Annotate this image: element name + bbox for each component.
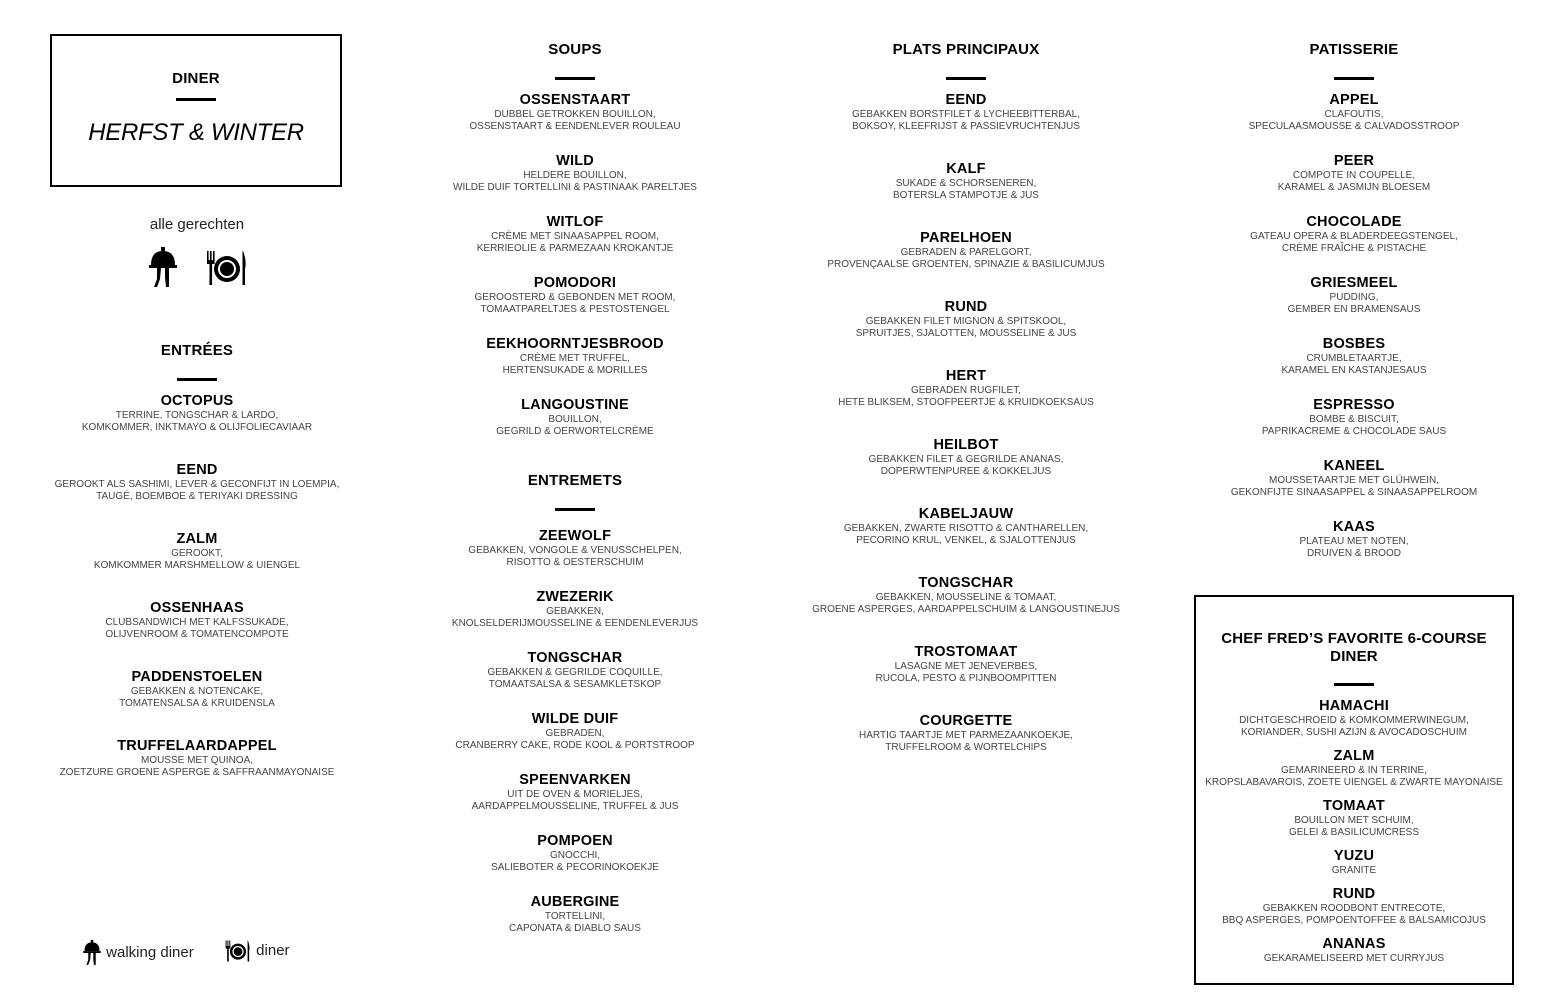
dish-item <box>1196 748 1512 789</box>
dish-description-line: TERRINE, TONGSCHAR & LARDO, <box>115 410 279 421</box>
dish-item <box>430 528 720 569</box>
dish-description-line: KROPSLABAVAROIS, ZOETE UIENGEL & ZWARTE MAYONAISE <box>1205 777 1503 788</box>
plats-column <box>810 0 1122 754</box>
dish-description-line: CRUMBLETAARTJE, <box>1306 353 1402 364</box>
dish-name: YUZU <box>1333 848 1375 864</box>
legend-walking-diner <box>82 938 194 968</box>
dish-description-line: SPRUITJES, SJALOTTEN, MOUSSELINE & JUS <box>855 328 1077 339</box>
dish-item <box>1204 153 1504 194</box>
dish-description-line: COMPOTE IN COUPELLE, <box>1292 170 1416 181</box>
dish-description-line: GATEAU OPERA & BLADERDEEGSTENGEL, <box>1250 231 1458 242</box>
dish-description-line: CRÈME MET TRUFFEL, <box>519 353 631 364</box>
dish-description-line: TRUFFELROOM & WORTELCHIPS <box>885 742 1047 753</box>
dish-description-line: GEROOKT, <box>171 548 223 559</box>
dish-description-line: GEBAKKEN ROODBONT ENTRECOTE, <box>1262 903 1446 914</box>
dish-description-line: GRANITE <box>1331 865 1377 876</box>
dish-description <box>1204 353 1504 377</box>
dish-description <box>810 178 1122 202</box>
dish-description-line: SUKADE & SCHORSENEREN, <box>895 178 1037 189</box>
dish-description-line: PUDDING, <box>1329 292 1379 303</box>
dish-item <box>1196 798 1512 839</box>
menu-title: DINER <box>172 70 220 87</box>
dish-item <box>1204 214 1504 255</box>
dish-description-line: TOMAATSALSA & SESAMKLETSKOP <box>488 679 662 690</box>
dish-name: GRIESMEEL <box>1310 275 1398 291</box>
dish-name: ZWEZERIK <box>536 589 614 605</box>
dish-description-line: KARAMEL EN KASTANJESAUS <box>1281 365 1427 376</box>
dish-description <box>1204 414 1504 438</box>
dish-item <box>52 462 342 503</box>
dish-item <box>1196 886 1512 927</box>
dish-description-line: GROENE ASPERGES, AARDAPPELSCHUIM & LANGOUSTINEJUS <box>812 604 1120 615</box>
dish-description-line: BOKSOY, KLEEFRIJST & PASSIEVRUCHTENJUS <box>852 121 1080 132</box>
dish-item <box>430 275 720 316</box>
dish-description <box>52 617 342 641</box>
dish-description <box>1196 715 1512 739</box>
dish-item <box>52 600 342 641</box>
dish-description-line: BOUILLON MET SCHUIM, <box>1294 815 1414 826</box>
dish-description-line: KOMKOMMER, INKTMAYO & OLIJFOLIECAVIAAR <box>81 422 313 433</box>
dish-description-line: PROVENÇAALSE GROENTEN, SPINAZIE & BASILICUMJUS <box>827 259 1105 270</box>
dish-item <box>430 650 720 691</box>
dish-description-line: CRANBERRY CAKE, RODE KOOL & PORTSTROOP <box>455 740 695 751</box>
dish-description <box>1196 953 1512 965</box>
dish-description-line: OSSENSTAART & EENDENLEVER ROULEAU <box>469 121 681 132</box>
dish-name: TRUFFELAARDAPPEL <box>117 738 277 754</box>
dish-description-line: GEBRADEN, <box>545 728 605 739</box>
plate-cutlery-icon <box>224 938 252 964</box>
dish-description-line: GEBAKKEN FILET & GEGRILDE ANANAS, <box>868 454 1064 465</box>
dish-description-line: ZOETZURE GROENE ASPERGE & SAFFRAANMAYONAISE <box>59 767 335 778</box>
dish-description <box>810 454 1122 478</box>
patisserie-list <box>1204 92 1504 560</box>
dish-name: OCTOPUS <box>160 393 234 409</box>
dish-name: EEND <box>176 462 218 478</box>
dish-name: PADDENSTOELEN <box>131 669 263 685</box>
dish-item <box>1204 458 1504 499</box>
legend-walking-label: walking diner <box>106 943 194 961</box>
dish-item <box>1196 848 1512 877</box>
dish-name: RUND <box>944 299 988 315</box>
dish-description-line: SALIEBOTER & PECORINOKOEKJE <box>491 862 659 873</box>
dish-description <box>430 667 720 691</box>
dish-description <box>52 755 342 779</box>
dish-name: KALF <box>946 161 986 177</box>
dish-item <box>430 92 720 133</box>
dish-description-line: GEBAKKEN, <box>546 606 604 617</box>
dish-name: OSSENSTAART <box>519 92 631 108</box>
dish-description-line: HELDERE BOUILLON, <box>523 170 627 181</box>
dish-description-line: HERTENSUKADE & MORILLES <box>502 365 648 376</box>
legend-diner-label: diner <box>256 941 290 959</box>
dish-description-line: CAPONATA & DIABLO SAUS <box>509 923 641 934</box>
dish-item <box>810 575 1122 616</box>
dish-item <box>810 230 1122 271</box>
dish-description <box>52 548 342 572</box>
dish-description-line: GEMARINEERD & IN TERRINE, <box>1281 765 1427 776</box>
dish-name: ZEEWOLF <box>538 528 612 544</box>
dish-item <box>430 153 720 194</box>
all-dishes-label: alle gerechten <box>149 216 245 233</box>
soups-column <box>430 0 720 935</box>
dish-name: HAMACHI <box>1319 698 1389 714</box>
dish-description-line: BOTERSLA STAMPOTJE & JUS <box>893 190 1039 201</box>
dish-name: KAAS <box>1333 519 1375 535</box>
dish-description <box>1204 475 1504 499</box>
dish-description-line: CRÈME MET SINAASAPPEL ROOM, <box>491 231 659 242</box>
dish-description-line: MOUSSETAARTJE MET GLÜHWEIN, <box>1268 475 1440 486</box>
dish-description-line: KORIANDER, SUSHI AZIJN & AVOCADOSCHUIM <box>1241 727 1467 738</box>
dish-name: PARELHOEN <box>920 230 1012 246</box>
dish-name: TONGSCHAR <box>527 650 623 666</box>
dish-name: TROSTOMAAT <box>914 644 1018 660</box>
dish-item <box>1196 698 1512 739</box>
dish-description-line: BBQ ASPERGES, POMPOENTOFFEE & BALSAMICOJUS <box>1222 915 1486 926</box>
dish-item <box>430 214 720 255</box>
dish-description-line: KNOLSELDERIJMOUSSELINE & EENDENLEVERJUS <box>451 618 699 629</box>
dish-description-line: KOMKOMMER MARSHMELLOW & UIENGEL <box>93 560 301 571</box>
dish-description <box>430 545 720 569</box>
dish-item <box>430 772 720 813</box>
dish-description <box>1204 536 1504 560</box>
dish-name: RUND <box>1332 886 1376 902</box>
dish-description-line: DICHTGESCHROEID & KOMKOMMERWINEGUM, <box>1239 715 1469 726</box>
dish-item <box>810 437 1122 478</box>
dish-name: LANGOUSTINE <box>521 397 629 413</box>
dish-description-line: WILDE DUIF TORTELLINI & PASTINAAK PARELTJES <box>453 182 697 193</box>
dish-description-line: DUBBEL GETROKKEN BOUILLON, <box>494 109 656 120</box>
dish-name: POMODORI <box>533 275 617 291</box>
dish-description <box>1204 231 1504 255</box>
entrees-divider <box>177 378 217 381</box>
dish-item <box>810 713 1122 754</box>
dish-description-line: GEBRADEN RUGFILET, <box>910 385 1022 396</box>
dish-description <box>430 728 720 752</box>
dish-name: ZALM <box>1333 748 1375 764</box>
dish-description <box>430 606 720 630</box>
dish-item <box>810 368 1122 409</box>
dish-description <box>810 316 1122 340</box>
dish-item <box>810 161 1122 202</box>
dish-description-line: GEBAKKEN, MOUSSELINE & TOMAAT, <box>875 592 1057 603</box>
dish-description <box>430 292 720 316</box>
dish-description <box>1196 903 1512 927</box>
dish-name: TONGSCHAR <box>918 575 1014 591</box>
dish-name: AUBERGINE <box>530 894 620 910</box>
dish-description <box>430 911 720 935</box>
entremets-heading: ENTREMETS <box>527 472 623 489</box>
dish-description <box>430 850 720 874</box>
dish-description-line: GEBAKKEN & NOTENCAKE, <box>130 686 264 697</box>
dish-name: KABELJAUW <box>918 506 1014 522</box>
dish-description-line: GELEI & BASILICUMCRESS <box>1288 827 1420 838</box>
dish-description-line: BOMBE & BISCUIT, <box>1309 414 1399 425</box>
dish-description-line: CLUBSANDWICH MET KALFSSUKADE, <box>105 617 289 628</box>
dish-item <box>430 894 720 935</box>
soups-heading: SOUPS <box>548 41 602 58</box>
dish-description <box>430 414 720 438</box>
dish-name: POMPOEN <box>537 833 613 849</box>
dish-item <box>52 669 342 710</box>
dish-description-line: KERRIEOLIE & PARMEZAAN KROKANTJE <box>476 243 674 254</box>
dish-description-line: TAUGÉ, BOEMBOE & TERIYAKI DRESSING <box>96 491 298 502</box>
soups-list <box>430 92 720 438</box>
dish-name: KANEEL <box>1323 458 1385 474</box>
dish-item <box>430 336 720 377</box>
dish-description-line: GEROOKT ALS SASHIMI, LEVER & GECONFIJT IN LOEMPIA, <box>54 479 340 490</box>
dish-description-line: MOUSSE MET QUINOA, <box>140 755 254 766</box>
dish-item <box>430 589 720 630</box>
walking-diner-icon <box>82 938 102 968</box>
dish-description-line: GNOCCHI, <box>550 850 600 861</box>
dish-name: COURGETTE <box>919 713 1013 729</box>
dish-description-line: TORTELLINI, <box>544 911 606 922</box>
dish-name: WITLOF <box>546 214 604 230</box>
entrees-heading: ENTRÉES <box>160 342 234 359</box>
dish-item <box>430 833 720 874</box>
legend-diner <box>224 938 290 964</box>
dish-description-line: PAPRIKACREME & CHOCOLADE SAUS <box>1261 426 1447 437</box>
dish-description-line: GEBAKKEN, VONGOLE & VENUSSCHELPEN, <box>468 545 682 556</box>
dish-description-line: GEGRILD & OERWORTELCRÈME <box>496 426 654 437</box>
patisserie-heading: PATISSERIE <box>1309 41 1399 58</box>
dish-description-line: RUCOLA, PESTO & PIJNBOOMPITTEN <box>875 673 1057 684</box>
dish-description-line: HETE BLIKSEM, STOOFPEERTJE & KRUIDKOEKSAUS <box>838 397 1094 408</box>
soups-divider <box>555 77 595 80</box>
dish-description <box>52 686 342 710</box>
dish-name: HEILBOT <box>933 437 999 453</box>
dish-name: APPEL <box>1329 92 1379 108</box>
dish-name: WILD <box>556 153 594 169</box>
dish-item <box>810 506 1122 547</box>
entrees-column <box>52 0 342 779</box>
dish-description <box>810 523 1122 547</box>
dish-name: TOMAAT <box>1323 798 1385 814</box>
dish-item <box>1204 519 1504 560</box>
dish-description-line: RISOTTO & OESTERSCHUIM <box>506 557 644 568</box>
dish-item <box>810 299 1122 340</box>
dish-description <box>1204 170 1504 194</box>
dish-description-line: PLATEAU MET NOTEN, <box>1299 536 1409 547</box>
dish-description <box>810 385 1122 409</box>
dish-description-line: CLAFOUTIS, <box>1324 109 1384 120</box>
dish-description-line: KARAMEL & JASMIJN BLOESEM <box>1277 182 1431 193</box>
dish-description <box>810 592 1122 616</box>
dish-name: EEND <box>945 92 987 108</box>
dish-description-line: GEBRADEN & PARELGORT, <box>900 247 1032 258</box>
chef-list <box>1196 698 1512 965</box>
dish-description <box>52 410 342 434</box>
dish-description <box>52 479 342 503</box>
entremets-divider <box>555 508 595 511</box>
dish-item <box>430 711 720 752</box>
dish-description <box>430 231 720 255</box>
dish-name: ANANAS <box>1322 936 1386 952</box>
dish-description-line: PECORINO KRUL, VENKEL, & SJALOTTENJUS <box>856 535 1076 546</box>
dish-item <box>52 531 342 572</box>
dish-description-line: GEKARAMELISEERD MET CURRYJUS <box>1263 953 1445 964</box>
dish-description <box>430 109 720 133</box>
dish-name: PEER <box>1333 153 1375 169</box>
dish-description-line: TOMATENSALSA & KRUIDENSLA <box>119 698 275 709</box>
dish-name: SPEENVARKEN <box>519 772 631 788</box>
entrees-list <box>52 393 342 779</box>
dish-name: ZALM <box>176 531 218 547</box>
plats-divider <box>946 77 986 80</box>
dish-description-line: GEKONFIJTE SINAASAPPEL & SINAASAPPELROOM <box>1230 487 1478 498</box>
dish-description-line: SPECULAASMOUSSE & CALVADOSSTROOP <box>1248 121 1460 132</box>
dish-name: WILDE DUIF <box>531 711 619 727</box>
dish-description-line: GEROOSTERD & GEBONDEN MET ROOM, <box>474 292 676 303</box>
dish-description-line: GEMBER EN BRAMENSAUS <box>1287 304 1421 315</box>
dish-item <box>52 738 342 779</box>
dish-description-line: GEBAKKEN, ZWARTE RISOTTO & CANTHARELLEN, <box>843 523 1089 534</box>
dish-description-line: DOPERWTENPUREE & KOKKELJUS <box>880 466 1052 477</box>
dish-description <box>1196 815 1512 839</box>
patisserie-divider <box>1334 77 1374 80</box>
dish-description <box>430 789 720 813</box>
dish-item <box>810 644 1122 685</box>
dish-description-line: GEBAKKEN & GEGRILDE COQUILLE, <box>487 667 663 678</box>
entremets-list <box>430 528 720 935</box>
dish-name: EEKHOORNTJESBROOD <box>486 336 664 352</box>
chef-menu-box <box>1194 595 1514 985</box>
dish-description-line: HARTIG TAARTJE MET PARMEZAANKOEKJE, <box>859 730 1073 741</box>
dish-description-line: TOMAATPARELTJES & PESTOSTENGEL <box>480 304 670 315</box>
dish-description <box>1204 109 1504 133</box>
dish-description <box>810 730 1122 754</box>
dish-description <box>1196 865 1512 877</box>
dish-description-line: BOUILLON, <box>548 414 602 425</box>
dish-item <box>1204 92 1504 133</box>
dish-item <box>52 393 342 434</box>
dish-description <box>430 170 720 194</box>
dish-description <box>810 247 1122 271</box>
dish-item <box>1204 275 1504 316</box>
dish-name: HERT <box>945 368 987 384</box>
plats-heading: PLATS PRINCIPAUX <box>892 41 1040 58</box>
dish-item <box>430 397 720 438</box>
dish-description-line: AARDAPPELMOUSSELINE, TRUFFEL & JUS <box>471 801 679 812</box>
dish-description-line: OLIJVENROOM & TOMATENCOMPOTE <box>105 629 289 640</box>
dish-description <box>1204 292 1504 316</box>
dish-item <box>810 92 1122 133</box>
dish-description-line: CRÈME FRAÎCHE & PISTACHE <box>1281 243 1427 254</box>
dish-item <box>1196 936 1512 965</box>
dish-description-line: DRUIVEN & BROOD <box>1307 548 1401 559</box>
dish-name: BOSBES <box>1322 336 1386 352</box>
dish-description-line: UIT DE OVEN & MORIELJES, <box>507 789 643 800</box>
dish-description-line: GEBAKKEN BORSTFILET & LYCHEEBITTERBAL, <box>851 109 1081 120</box>
dish-description <box>1196 765 1512 789</box>
dish-description <box>430 353 720 377</box>
dish-name: CHOCOLADE <box>1306 214 1402 230</box>
dish-item <box>1204 336 1504 377</box>
dish-description-line: LASAGNE MET JENEVERBES, <box>894 661 1038 672</box>
chef-heading: CHEF FRED’S FAVORITE 6-COURSE DINER <box>1221 630 1487 665</box>
dish-description <box>810 661 1122 685</box>
plats-list <box>810 92 1122 754</box>
dish-name: ESPRESSO <box>1313 397 1395 413</box>
dish-item <box>1204 397 1504 438</box>
dish-description <box>810 109 1122 133</box>
dish-name: OSSENHAAS <box>150 600 244 616</box>
dish-description-line: GEBAKKEN FILET MIGNON & SPITSKOOL, <box>865 316 1067 327</box>
chef-divider <box>1334 683 1374 686</box>
menu-subtitle: HERFST & WINTER <box>88 119 304 146</box>
patisserie-column <box>1204 0 1504 560</box>
